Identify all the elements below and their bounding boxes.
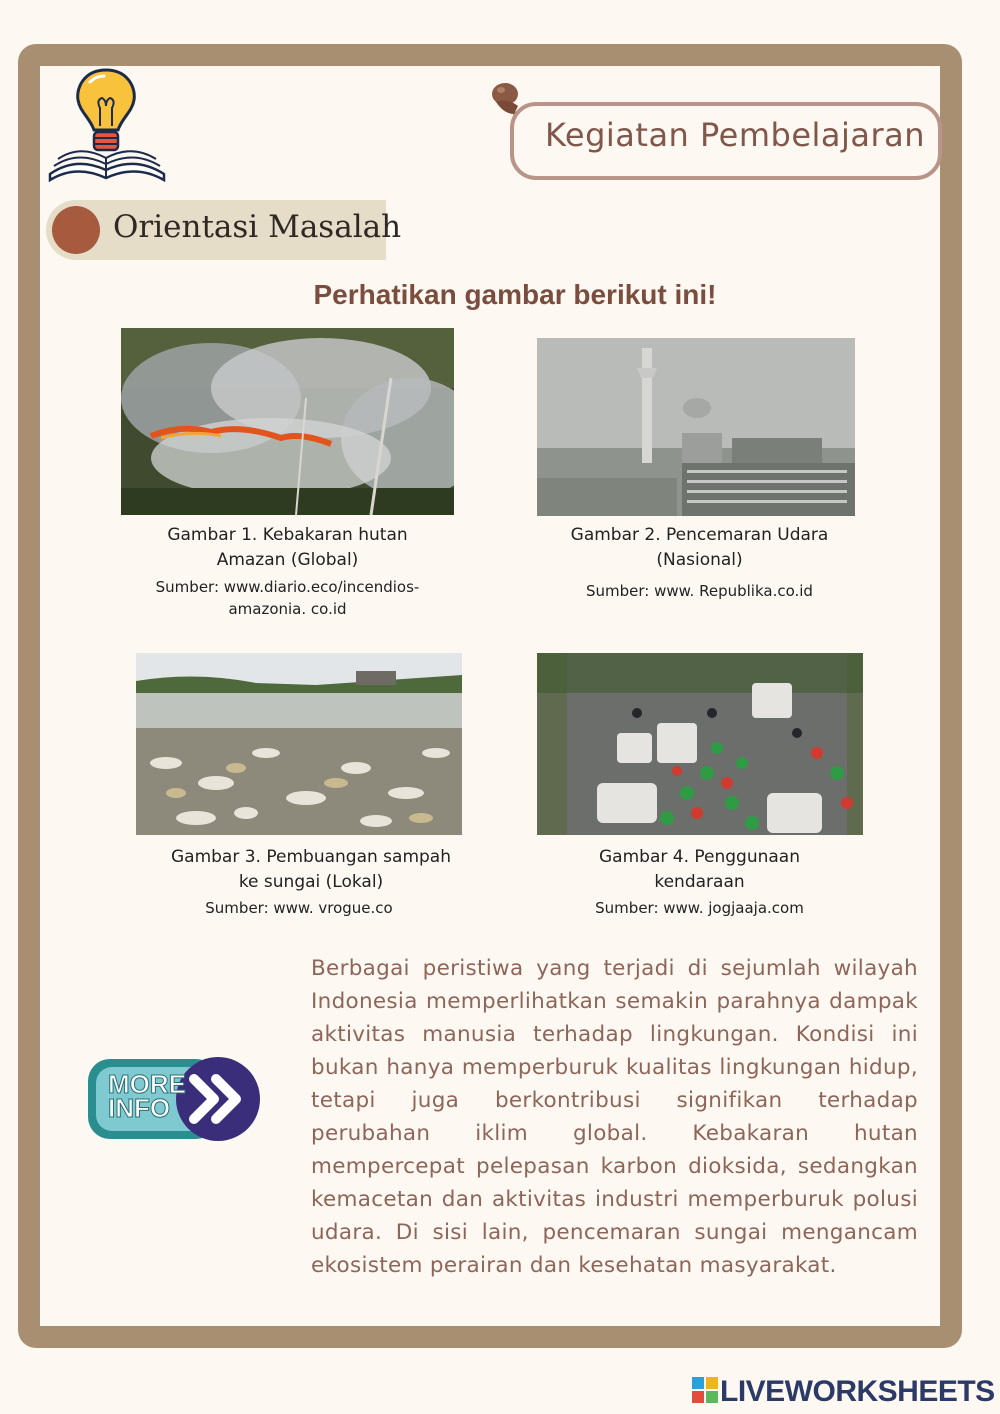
air-pollution-image xyxy=(537,338,855,516)
figure-4-caption-line2: kendaraan xyxy=(654,872,745,892)
header-title: Kegiatan Pembelajaran xyxy=(545,116,926,154)
problem-paragraph: Berbagai peristiwa yang terjadi di sejumlah wilayah Indonesia memperlihatkan semakin parahnya dampak aktivitas manusia terhadap lingkungan. Kondisi ini bukan hanya memperburuk kualitas lingkungan hidup, tetapi juga berkontribusi signifikan terhadap perubahan iklim global. Kebakaran hutan mempercepat pelepasan karbon dioksida, sedangkan kemacetan dan aktivitas industri memperburuk polusi udara. Di sisi lain, pencemaran sungai mengancam ekosistem perairan dan kesehatan masyarakat. xyxy=(311,956,918,1278)
figure-3-caption-line2: ke sungai (Lokal) xyxy=(238,872,384,892)
more-info-button[interactable] xyxy=(86,1057,266,1143)
figure-1-source-line2: amazonia. co.id xyxy=(228,600,347,618)
more-info-line2: INFO xyxy=(108,1093,171,1123)
liveworksheets-logo-text[interactable]: LIVEWORKSHEETS xyxy=(720,1375,995,1408)
more-info-label xyxy=(108,1069,186,1123)
lightbulb-book-icon xyxy=(44,66,170,186)
more-info-line1: MORE xyxy=(108,1069,186,1099)
liveworksheets-logo-icon xyxy=(692,1377,718,1403)
figure-1-source-line1: Sumber: www.diario.eco/incendios- xyxy=(155,578,420,596)
river-garbage-image xyxy=(136,653,462,835)
figure-1-caption-line1: Gambar 1. Kebakaran hutan xyxy=(167,525,408,545)
figure-4-caption-line1: Gambar 4. Penggunaan xyxy=(599,847,800,867)
instruction-heading: Perhatikan gambar berikut ini! xyxy=(313,279,717,310)
section-bullet-icon xyxy=(52,206,100,254)
forest-fire-image xyxy=(121,328,454,515)
section-title: Orientasi Masalah xyxy=(113,209,402,245)
figure-3-source-line1: Sumber: www. vrogue.co xyxy=(205,899,393,917)
traffic-jam-image xyxy=(537,653,863,835)
figure-2-source-line1: Sumber: www. Republika.co.id xyxy=(586,582,813,600)
figure-4-source-line1: Sumber: www. jogjaaja.com xyxy=(595,899,804,917)
figure-1-caption-line2: Amazan (Global) xyxy=(216,550,359,570)
figure-3-caption-line1: Gambar 3. Pembuangan sampah xyxy=(170,847,451,867)
figure-2-caption-line2: (Nasional) xyxy=(656,550,743,570)
figure-2-caption-line1: Gambar 2. Pencemaran Udara xyxy=(570,525,829,545)
